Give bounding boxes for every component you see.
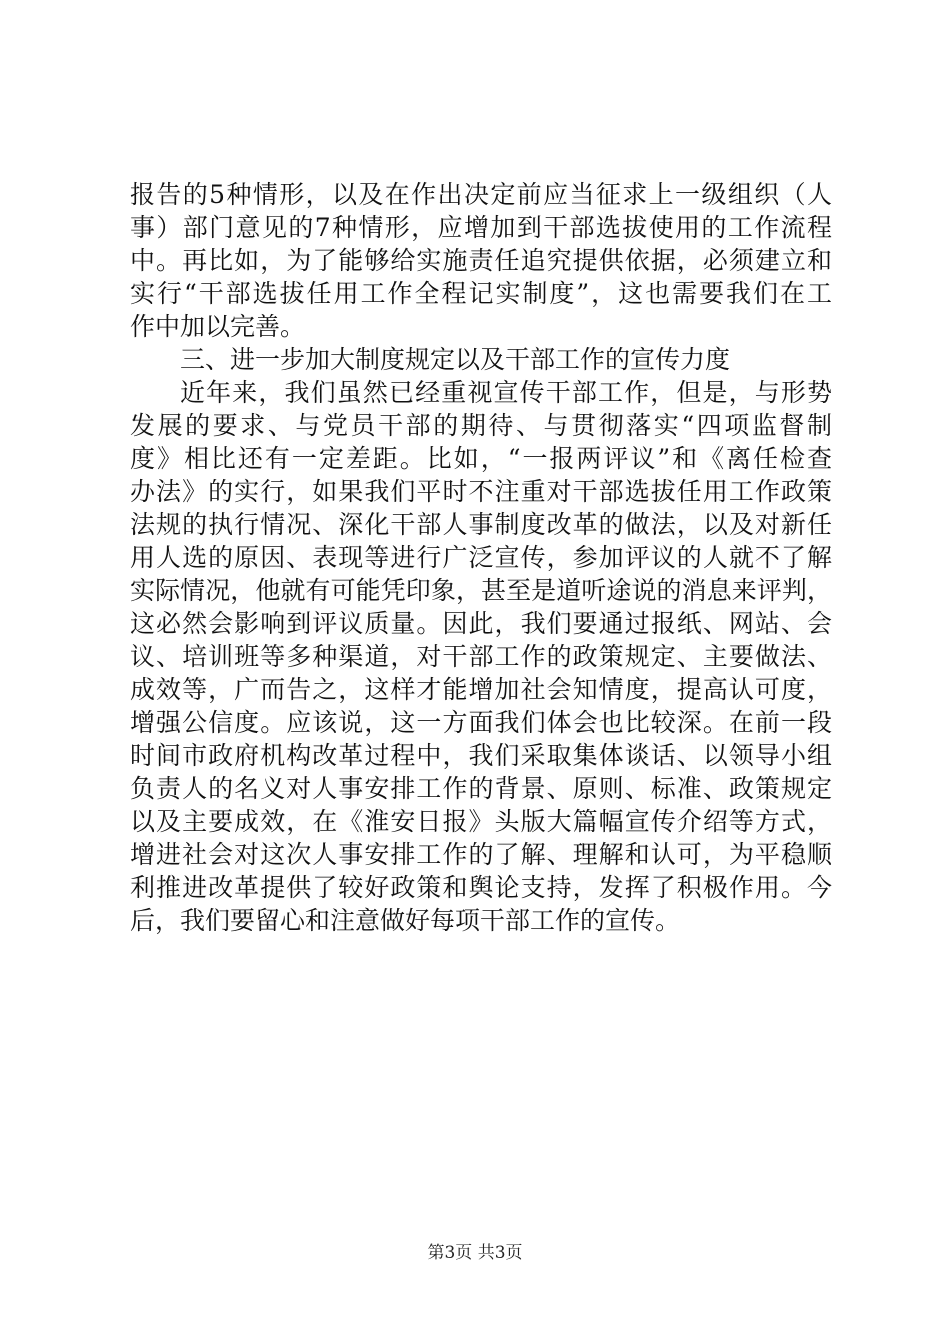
body-line: 成效等，广而告之，这样才能增加社会知情度，提高认可度，	[130, 675, 832, 704]
body-line: 时间市政府机构改革过程中，我们采取集体谈话、以领导小组	[130, 741, 832, 770]
body-line: 事）部门意见的7种情形，应增加到干部选拔使用的工作流程	[130, 213, 832, 242]
body-line: 法规的执行情况、深化干部人事制度改革的做法，以及对新任	[130, 510, 832, 539]
body-line: 利推进改革提供了较好政策和舆论支持，发挥了积极作用。今	[130, 873, 832, 902]
body-line: 后，我们要留心和注意做好每项干部工作的宣传。	[130, 906, 681, 935]
page-number-footer: 第3页 共3页	[427, 1243, 523, 1263]
body-line: 度》相比还有一定差距。比如，“一报两评议”和《离任检查	[130, 444, 832, 473]
body-line: 实际情况，他就有可能凭印象，甚至是道听途说的消息来评判，	[130, 576, 832, 605]
body-line: 增强公信度。应该说，这一方面我们体会也比较深。在前一段	[130, 708, 832, 737]
body-line: 办法》的实行，如果我们平时不注重对干部选拔任用工作政策	[130, 477, 832, 506]
body-line: 发展的要求、与党员干部的期待、与贯彻落实“四项监督制	[130, 411, 832, 440]
body-line: 这必然会影响到评议质量。因此，我们要通过报纸、网站、会	[130, 609, 832, 638]
body-line: 报告的5种情形，以及在作出决定前应当征求上一级组织（人	[130, 180, 832, 209]
body-line: 中。再比如，为了能够给实施责任追究提供依据，必须建立和	[130, 246, 832, 275]
body-line: 议、培训班等多种渠道，对干部工作的政策规定、主要做法、	[130, 642, 832, 671]
section-heading: 三、进一步加大制度规定以及干部工作的宣传力度	[180, 345, 731, 374]
document-body	[130, 178, 832, 937]
body-line: 增进社会对这次人事安排工作的了解、理解和认可，为平稳顺	[130, 840, 832, 869]
body-line: 用人选的原因、表现等进行广泛宣传，参加评议的人就不了解	[130, 543, 832, 572]
body-line: 近年来，我们虽然已经重视宣传干部工作，但是，与形势	[180, 378, 832, 407]
body-line: 实行“干部选拔任用工作全程记实制度”，这也需要我们在工	[130, 279, 832, 308]
body-line: 以及主要成效，在《淮安日报》头版大篇幅宣传介绍等方式，	[130, 807, 832, 836]
body-line: 负责人的名义对人事安排工作的背景、原则、标准、政策规定	[130, 774, 832, 803]
body-line: 作中加以完善。	[130, 312, 306, 341]
